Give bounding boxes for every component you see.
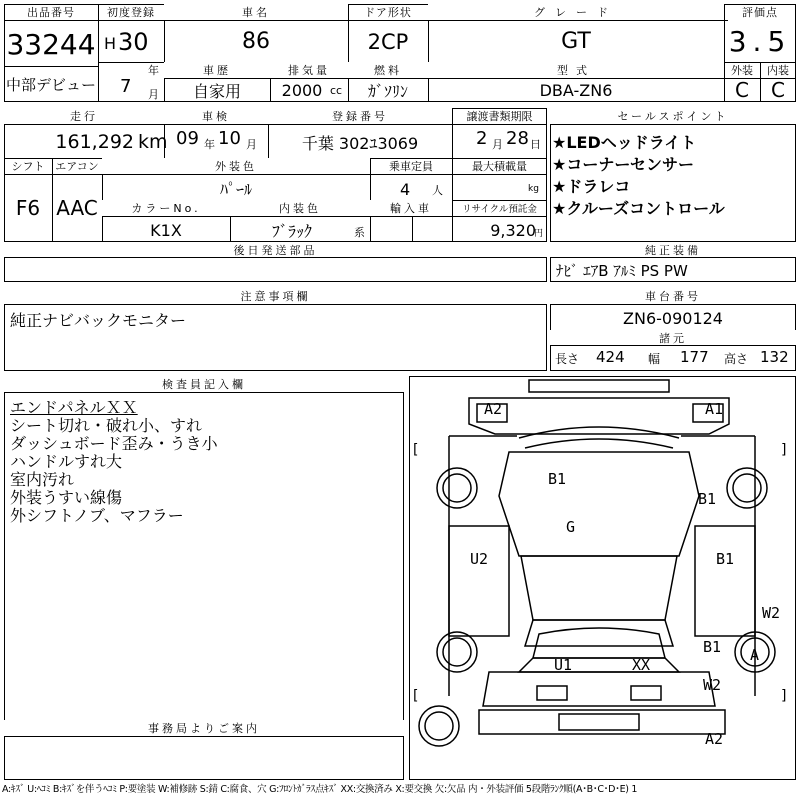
damage-mark: U2 xyxy=(470,550,489,568)
transfer-day-unit: 日 xyxy=(530,138,541,151)
inspector-line: シート切れ・破れ小、すれ xyxy=(10,416,203,435)
damage-legend: A:ｷｽﾞ U:ﾍｺﾐ B:ｷｽﾞを伴うﾍｺﾐ P:要塗装 W:補修跡 S:錆 C:腐食、穴 G:ﾌﾛﾝﾄｶﾞﾗｽ点ｷｽﾞ XX:交換済み X:要交換 欠:欠品 内・外装評価 5段階ﾗﾝｸ順(A･B･C･D･E) 1 xyxy=(2,784,638,795)
damage-mark: W2 xyxy=(703,676,722,694)
capacity: 4 xyxy=(400,180,411,199)
year-unit: 年 xyxy=(148,64,159,77)
rear-panel xyxy=(483,672,715,706)
later-parts-label: 後日発送部品 xyxy=(4,242,547,257)
body-sides xyxy=(449,436,755,696)
fuel-label: 燃料 xyxy=(348,62,428,78)
grade: GT xyxy=(561,29,591,54)
inspector-line: 外装うすい線傷 xyxy=(10,488,123,507)
grille xyxy=(519,427,679,438)
score: 3.5 xyxy=(728,25,792,58)
svg-text:]: ] xyxy=(781,688,787,704)
hood xyxy=(499,452,699,556)
transfer-day: 28 xyxy=(506,128,529,149)
inspector-line: 室内汚れ xyxy=(10,470,75,489)
door-type: 2CP xyxy=(367,29,409,54)
damage-mark: A1 xyxy=(705,400,724,418)
rear-bumper xyxy=(559,714,639,730)
tail-light-right xyxy=(631,686,661,700)
ac: AAC xyxy=(56,196,98,220)
front-panel xyxy=(469,398,729,434)
door-right xyxy=(695,526,755,636)
debut-label: 中部デビュー xyxy=(5,75,96,94)
car-name-label: 車名 xyxy=(164,4,348,20)
model-code-label: 型式 xyxy=(428,62,724,78)
svg-text:]: ] xyxy=(781,442,787,458)
plate-label: 登録番号 xyxy=(268,108,452,124)
length-label: 長さ xyxy=(555,352,580,366)
exterior-color: ﾊﾟｰﾙ xyxy=(219,179,252,199)
damage-mark: A xyxy=(750,646,760,664)
height-value: 132 xyxy=(760,348,789,366)
svg-text:[: [ xyxy=(413,688,419,704)
recycle-unit: 円 xyxy=(534,229,544,239)
history: 自家用 xyxy=(192,81,241,101)
lot-number: 33244 xyxy=(6,27,96,61)
inspection-month-unit: 月 xyxy=(246,138,257,151)
interior-color: ﾌﾞﾗｯｸ xyxy=(271,221,312,241)
mileage-label: 走行 xyxy=(4,108,164,124)
car-diagram xyxy=(409,376,796,780)
windshield xyxy=(521,556,677,620)
damage-mark: B1 xyxy=(548,470,567,488)
inspection-month: 10 xyxy=(218,128,241,149)
notes-value: 純正ナビバックモニター xyxy=(10,310,187,330)
registration-year: 30 xyxy=(118,28,149,56)
office-notice-label: 事務局よりご案内 xyxy=(4,720,404,736)
rear-window xyxy=(533,628,665,658)
width-value: 177 xyxy=(680,348,709,366)
equipment-value: ﾅﾋﾞ ｴｱB ｱﾙﾐ PS PW xyxy=(556,261,688,280)
color-number: K1X xyxy=(150,220,182,240)
shift-label: シフト xyxy=(11,160,45,173)
damage-mark: B1 xyxy=(716,550,735,568)
damage-mark: B1 xyxy=(698,490,717,508)
grade-label: グレード xyxy=(428,4,724,20)
door-type-label: ドア形状 xyxy=(364,6,412,19)
width-label: 幅 xyxy=(648,352,661,366)
sales-point-item: ★ドラレコ xyxy=(552,177,631,196)
notes-label: 注意事項欄 xyxy=(4,288,547,304)
displacement: 2000 xyxy=(281,80,323,100)
front-bumper xyxy=(529,380,669,392)
damage-mark: U1 xyxy=(554,656,573,674)
interior-grade: C xyxy=(771,79,785,101)
inspection-year: 09 xyxy=(176,128,199,149)
interior-color-unit: 系 xyxy=(354,226,365,239)
history-label: 車歴 xyxy=(164,62,270,78)
sales-point-item: ★コーナーセンサー xyxy=(552,155,695,174)
inspector-line: ダッシュボード歪み・うき小 xyxy=(10,434,218,453)
damage-mark: G xyxy=(566,518,576,536)
length-value: 424 xyxy=(596,348,625,366)
exterior-label: 外装 xyxy=(731,64,753,77)
inspection-label: 車検 xyxy=(164,108,268,124)
transfer-deadline-label: 譲渡書類期限 xyxy=(466,110,533,123)
inspector-line: エンドパネルＸＸ xyxy=(10,398,138,417)
interior-label: 内装 xyxy=(767,64,789,77)
first-registration-label: 初度登録 xyxy=(107,6,155,19)
color-number-label: カラーNo. xyxy=(102,200,230,216)
equipment-label: 純正装備 xyxy=(550,242,796,257)
door-left xyxy=(449,526,509,636)
mileage: 161,292 xyxy=(55,131,134,153)
ac-label: エアコン xyxy=(55,160,99,173)
max-load-unit: kg xyxy=(528,184,539,194)
tail-light-left xyxy=(537,686,567,700)
inspection-year-unit: 年 xyxy=(204,138,215,151)
damage-mark: XX xyxy=(632,656,651,674)
exterior-grade: C xyxy=(735,79,749,101)
registration-month: 7 xyxy=(120,76,132,97)
import-label: 輸入車 xyxy=(370,200,452,216)
displacement-unit: cc xyxy=(330,84,343,97)
chassis-number: ZN6-090124 xyxy=(623,308,723,328)
transfer-month-unit: 月 xyxy=(492,138,503,151)
capacity-unit: 人 xyxy=(432,184,443,197)
inspector-label: 検査員記入欄 xyxy=(4,376,404,392)
interior-color-label: 内装色 xyxy=(230,200,370,216)
score-label: 評価点 xyxy=(742,6,778,19)
displacement-label: 排気量 xyxy=(270,62,348,78)
height-label: 高さ xyxy=(724,352,749,366)
damage-mark: A2 xyxy=(705,730,724,748)
plate-number: 千葉 302ﾕ3069 xyxy=(301,133,419,153)
exterior-color-label: 外装色 xyxy=(102,158,370,174)
trunk xyxy=(519,658,679,672)
lot-number-label: 出品番号 xyxy=(27,6,75,19)
model-code: DBA-ZN6 xyxy=(539,80,613,100)
fuel: ｶﾞｿﾘﾝ xyxy=(367,81,408,101)
recycle-label: リサイクル預託金 xyxy=(462,204,537,215)
transfer-month: 2 xyxy=(476,128,488,149)
sales-point-item: ★LEDヘッドライト xyxy=(552,133,697,152)
capacity-label: 乗車定員 xyxy=(389,160,433,173)
damage-mark: A2 xyxy=(484,400,503,418)
sales-point-item: ★クルーズコントロール xyxy=(552,199,725,218)
dimensions-label: 諸元 xyxy=(550,330,796,345)
shift: F6 xyxy=(15,196,41,220)
svg-text:[: [ xyxy=(413,442,419,458)
sales-points-label: セールスポイント xyxy=(550,108,796,124)
recycle-fee: 9,320 xyxy=(490,220,536,240)
inspector-line: ハンドルすれ大 xyxy=(10,452,123,471)
month-unit: 月 xyxy=(148,88,159,101)
mileage-unit: km xyxy=(138,131,168,153)
car-name: 86 xyxy=(242,29,270,54)
damage-mark: B1 xyxy=(703,638,722,656)
inspector-line: 外シフトノブ、マフラー xyxy=(10,506,184,525)
era: H xyxy=(104,34,117,53)
damage-mark: W2 xyxy=(762,604,781,622)
max-load-label: 最大積載量 xyxy=(472,160,527,173)
chassis-number-label: 車台番号 xyxy=(550,288,796,304)
